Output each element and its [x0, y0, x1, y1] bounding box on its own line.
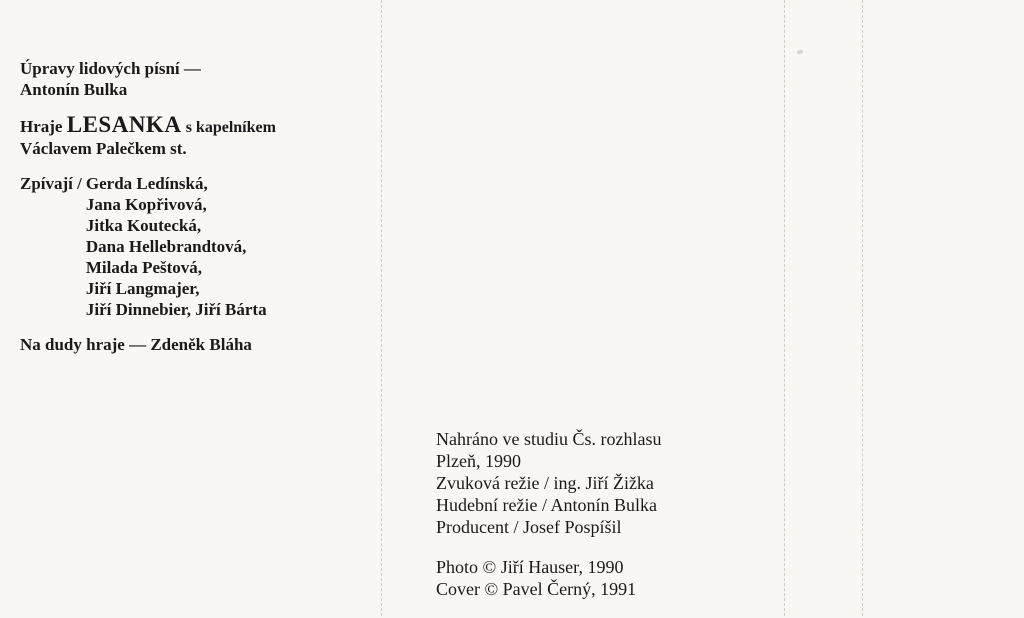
- singer-name: Jana Kopřivová,: [85, 195, 207, 214]
- band-name: LESANKA: [66, 112, 182, 137]
- singer-name: Milada Peštová,: [85, 258, 203, 277]
- recording-line: Nahráno ve studiu Čs. rozhlasu: [436, 429, 662, 449]
- bagpipes-line: Na dudy hraje — Zdeněk Bláha: [20, 335, 252, 354]
- singers-label: Zpívají /: [20, 174, 82, 193]
- recording-line: Producent / Josef Pospíšil: [436, 517, 622, 537]
- band-line-2: Václavem Palečkem st.: [20, 139, 187, 158]
- singer-name: Jitka Koutecká,: [85, 216, 202, 235]
- singer-name: Jiří Langmajer,: [85, 279, 200, 298]
- fold-line-1: [381, 0, 382, 616]
- singer-name: Gerda Ledínská,: [85, 174, 208, 193]
- singers-list: [82, 173, 267, 320]
- copyright-credits: [436, 556, 766, 600]
- recording-credits: [436, 428, 766, 538]
- performers-panel: [20, 58, 370, 369]
- recording-credits-panel: [436, 428, 766, 618]
- copyright-line: Photo © Jiří Hauser, 1990: [436, 557, 624, 577]
- recording-line: Hudební režie / Antonín Bulka: [436, 495, 657, 515]
- band-line-1: [20, 114, 370, 138]
- recording-line: Plzeň, 1990: [436, 451, 521, 471]
- singer-name: Dana Hellebrandtová,: [85, 237, 247, 256]
- fold-line-3: [862, 0, 863, 616]
- singer-name: Jiří Dinnebier, Jiří Bárta: [85, 300, 267, 319]
- arrangement-credit: [20, 58, 370, 100]
- recording-line: Zvuková režie / ing. Jiří Žižka: [436, 473, 654, 493]
- arrangement-line-1: Úpravy lidových písní —: [20, 59, 201, 78]
- band-credit: [20, 114, 370, 159]
- plays-suffix: s kapelníkem: [185, 119, 276, 136]
- singers-credit: [20, 173, 370, 320]
- plays-prefix: Hraje: [20, 117, 63, 136]
- arrangement-line-2: Antonín Bulka: [20, 80, 128, 99]
- paper-mark: [796, 49, 803, 55]
- copyright-line: Cover © Pavel Černý, 1991: [436, 579, 637, 599]
- bagpipes-credit: [20, 334, 370, 355]
- fold-line-2: [784, 0, 785, 616]
